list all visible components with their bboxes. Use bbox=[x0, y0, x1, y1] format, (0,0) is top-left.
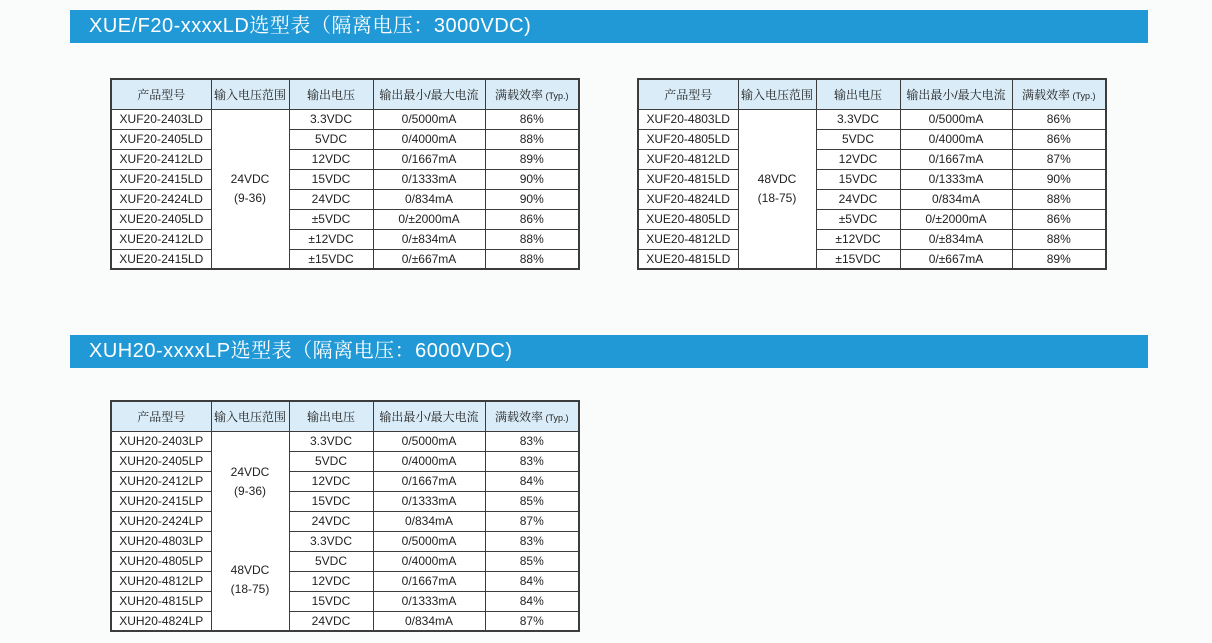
cell-model: XUF20-4824LD bbox=[638, 189, 738, 209]
cell-output-voltage: ±5VDC bbox=[289, 209, 373, 229]
cell-output-current: 0/1333mA bbox=[900, 169, 1012, 189]
cell-efficiency: 87% bbox=[485, 511, 579, 531]
cell-output-current: 0/5000mA bbox=[373, 531, 485, 551]
table-row bbox=[111, 209, 579, 229]
cell-output-current: 0/834mA bbox=[373, 611, 485, 631]
cell-output-current: 0/4000mA bbox=[373, 129, 485, 149]
input-range-groups bbox=[741, 111, 814, 267]
input-range-group bbox=[214, 531, 287, 629]
table-row bbox=[111, 189, 579, 209]
header-row bbox=[638, 79, 1106, 109]
tables-row-xuef20 bbox=[110, 78, 1107, 270]
section-banner-xuef20: XUE/F20-xxxxLD选型表（隔离电压：3000VDC) bbox=[70, 10, 1148, 43]
cell-output-voltage: 24VDC bbox=[289, 511, 373, 531]
cell-efficiency: 88% bbox=[1012, 189, 1106, 209]
input-range-groups bbox=[214, 433, 287, 629]
cell-model: XUE20-2405LD bbox=[111, 209, 211, 229]
cell-model: XUF20-2412LD bbox=[111, 149, 211, 169]
input-range-group bbox=[214, 111, 287, 267]
column-header-output-voltage: 输出电压 bbox=[816, 79, 900, 109]
cell-output-current: 0/±2000mA bbox=[373, 209, 485, 229]
column-header-model: 产品型号 bbox=[638, 79, 738, 109]
column-header-efficiency: 满载效率 (Typ.) bbox=[485, 401, 579, 431]
input-voltage-label: 48VDC bbox=[230, 562, 270, 577]
cell-model: XUH20-2403LP bbox=[111, 431, 211, 451]
cell-model: XUF20-2415LD bbox=[111, 169, 211, 189]
table-row bbox=[111, 491, 579, 511]
cell-output-current: 0/1667mA bbox=[373, 149, 485, 169]
cell-efficiency: 88% bbox=[485, 129, 579, 149]
cell-output-voltage: 15VDC bbox=[289, 591, 373, 611]
cell-output-voltage: 24VDC bbox=[289, 189, 373, 209]
cell-model: XUE20-4812LD bbox=[638, 229, 738, 249]
cell-output-voltage: ±15VDC bbox=[289, 249, 373, 269]
table-row bbox=[111, 471, 579, 491]
table-row bbox=[111, 611, 579, 631]
cell-output-current: 0/4000mA bbox=[373, 451, 485, 471]
cell-output-voltage: 15VDC bbox=[289, 491, 373, 511]
column-header-input-range: 输入电压范围 bbox=[211, 401, 289, 431]
column-header-model: 产品型号 bbox=[111, 79, 211, 109]
cell-efficiency: 84% bbox=[485, 591, 579, 611]
cell-output-voltage: 15VDC bbox=[816, 169, 900, 189]
table-row bbox=[638, 209, 1106, 229]
cell-model: XUF20-4803LD bbox=[638, 109, 738, 129]
table-row bbox=[638, 169, 1106, 189]
cell-model: XUH20-4803LP bbox=[111, 531, 211, 551]
table-row bbox=[638, 149, 1106, 169]
cell-output-current: 0/1667mA bbox=[373, 471, 485, 491]
cell-efficiency: 83% bbox=[485, 451, 579, 471]
input-voltage-range: (18-75) bbox=[230, 581, 270, 596]
input-voltage-label: 24VDC bbox=[230, 171, 270, 186]
cell-model: XUF20-2403LD bbox=[111, 109, 211, 129]
cell-output-voltage: ±15VDC bbox=[816, 249, 900, 269]
cell-output-current: 0/±834mA bbox=[900, 229, 1012, 249]
table-row bbox=[638, 229, 1106, 249]
cell-output-current: 0/5000mA bbox=[373, 431, 485, 451]
cell-input-range bbox=[211, 109, 289, 269]
input-range-group bbox=[741, 111, 814, 267]
cell-output-current: 0/1667mA bbox=[900, 149, 1012, 169]
cell-model: XUF20-4812LD bbox=[638, 149, 738, 169]
cell-model: XUH20-2424LP bbox=[111, 511, 211, 531]
cell-output-voltage: 5VDC bbox=[289, 551, 373, 571]
table-row bbox=[111, 431, 579, 451]
cell-efficiency: 86% bbox=[485, 109, 579, 129]
column-header-input-range: 输入电压范围 bbox=[738, 79, 816, 109]
cell-model: XUE20-2415LD bbox=[111, 249, 211, 269]
column-header-model: 产品型号 bbox=[111, 401, 211, 431]
cell-efficiency: 85% bbox=[485, 491, 579, 511]
selection-table bbox=[110, 78, 580, 270]
cell-output-current: 0/±667mA bbox=[373, 249, 485, 269]
table-row bbox=[111, 169, 579, 189]
cell-output-current: 0/834mA bbox=[373, 189, 485, 209]
column-header-output-current: 输出最小/最大电流 bbox=[373, 401, 485, 431]
header-row bbox=[111, 401, 579, 431]
cell-efficiency: 87% bbox=[1012, 149, 1106, 169]
cell-efficiency: 89% bbox=[485, 149, 579, 169]
efficiency-typ-suffix: (Typ.) bbox=[543, 412, 569, 423]
cell-output-voltage: 15VDC bbox=[289, 169, 373, 189]
cell-efficiency: 90% bbox=[485, 189, 579, 209]
cell-input-range bbox=[211, 431, 289, 631]
cell-efficiency: 86% bbox=[1012, 109, 1106, 129]
cell-output-current: 0/1667mA bbox=[373, 571, 485, 591]
cell-efficiency: 83% bbox=[485, 531, 579, 551]
cell-efficiency: 86% bbox=[485, 209, 579, 229]
column-header-efficiency: 满载效率 (Typ.) bbox=[1012, 79, 1106, 109]
table-row bbox=[111, 229, 579, 249]
cell-model: XUH20-4805LP bbox=[111, 551, 211, 571]
column-header-input-range: 输入电压范围 bbox=[211, 79, 289, 109]
cell-model: XUH20-4812LP bbox=[111, 571, 211, 591]
table-row bbox=[111, 149, 579, 169]
table-row bbox=[638, 189, 1106, 209]
efficiency-typ-suffix: (Typ.) bbox=[1070, 90, 1096, 101]
cell-output-voltage: 12VDC bbox=[289, 149, 373, 169]
cell-output-current: 0/834mA bbox=[373, 511, 485, 531]
table-row bbox=[111, 591, 579, 611]
table-row bbox=[111, 511, 579, 531]
cell-model: XUH20-2412LP bbox=[111, 471, 211, 491]
cell-output-voltage: 5VDC bbox=[289, 451, 373, 471]
cell-input-range bbox=[738, 109, 816, 269]
cell-model: XUF20-4805LD bbox=[638, 129, 738, 149]
cell-output-voltage: ±12VDC bbox=[289, 229, 373, 249]
input-voltage-range: (18-75) bbox=[757, 190, 797, 205]
table-row bbox=[638, 109, 1106, 129]
column-header-output-current: 输出最小/最大电流 bbox=[373, 79, 485, 109]
table-row bbox=[111, 551, 579, 571]
table-row bbox=[638, 249, 1106, 269]
cell-output-voltage: 3.3VDC bbox=[289, 531, 373, 551]
cell-output-voltage: 5VDC bbox=[816, 129, 900, 149]
cell-output-voltage: 3.3VDC bbox=[289, 109, 373, 129]
cell-efficiency: 84% bbox=[485, 471, 579, 491]
input-voltage-range: (9-36) bbox=[233, 190, 266, 205]
cell-output-voltage: 12VDC bbox=[816, 149, 900, 169]
cell-output-current: 0/±667mA bbox=[900, 249, 1012, 269]
selection-table bbox=[110, 400, 580, 632]
column-header-output-voltage: 输出电压 bbox=[289, 79, 373, 109]
cell-output-current: 0/5000mA bbox=[373, 109, 485, 129]
cell-efficiency: 83% bbox=[485, 431, 579, 451]
table-row bbox=[111, 249, 579, 269]
cell-efficiency: 85% bbox=[485, 551, 579, 571]
cell-output-voltage: 3.3VDC bbox=[816, 109, 900, 129]
cell-efficiency: 90% bbox=[485, 169, 579, 189]
header-row bbox=[111, 79, 579, 109]
cell-model: XUF20-4815LD bbox=[638, 169, 738, 189]
cell-model: XUH20-4824LP bbox=[111, 611, 211, 631]
cell-output-voltage: 24VDC bbox=[816, 189, 900, 209]
cell-model: XUF20-2405LD bbox=[111, 129, 211, 149]
selection-table bbox=[637, 78, 1107, 270]
input-voltage-range: (9-36) bbox=[233, 483, 266, 498]
cell-output-voltage: 3.3VDC bbox=[289, 431, 373, 451]
cell-output-current: 0/5000mA bbox=[900, 109, 1012, 129]
cell-efficiency: 87% bbox=[485, 611, 579, 631]
section-banner-xuh20: XUH20-xxxxLP选型表（隔离电压：6000VDC) bbox=[70, 335, 1148, 368]
input-range-group bbox=[214, 433, 287, 531]
cell-model: XUE20-4805LD bbox=[638, 209, 738, 229]
input-voltage-label: 48VDC bbox=[757, 171, 797, 186]
cell-output-current: 0/4000mA bbox=[373, 551, 485, 571]
table-row bbox=[111, 129, 579, 149]
cell-model: XUH20-2415LP bbox=[111, 491, 211, 511]
cell-model: XUE20-4815LD bbox=[638, 249, 738, 269]
cell-output-current: 0/±2000mA bbox=[900, 209, 1012, 229]
table-row bbox=[111, 531, 579, 551]
cell-model: XUH20-2405LP bbox=[111, 451, 211, 471]
cell-output-voltage: 5VDC bbox=[289, 129, 373, 149]
tables-row-xuh20 bbox=[110, 400, 580, 632]
cell-efficiency: 90% bbox=[1012, 169, 1106, 189]
cell-output-current: 0/1333mA bbox=[373, 591, 485, 611]
cell-output-voltage: 24VDC bbox=[289, 611, 373, 631]
cell-efficiency: 84% bbox=[485, 571, 579, 591]
cell-efficiency: 88% bbox=[485, 249, 579, 269]
cell-output-current: 0/±834mA bbox=[373, 229, 485, 249]
table-row bbox=[111, 451, 579, 471]
cell-efficiency: 86% bbox=[1012, 209, 1106, 229]
cell-output-current: 0/1333mA bbox=[373, 169, 485, 189]
table-row bbox=[111, 109, 579, 129]
input-range-groups bbox=[214, 111, 287, 267]
cell-output-current: 0/4000mA bbox=[900, 129, 1012, 149]
cell-efficiency: 89% bbox=[1012, 249, 1106, 269]
efficiency-typ-suffix: (Typ.) bbox=[543, 90, 569, 101]
cell-efficiency: 86% bbox=[1012, 129, 1106, 149]
cell-model: XUH20-4815LP bbox=[111, 591, 211, 611]
input-voltage-label: 24VDC bbox=[230, 464, 270, 479]
cell-efficiency: 88% bbox=[1012, 229, 1106, 249]
table-row bbox=[638, 129, 1106, 149]
column-header-output-current: 输出最小/最大电流 bbox=[900, 79, 1012, 109]
cell-model: XUE20-2412LD bbox=[111, 229, 211, 249]
cell-output-current: 0/1333mA bbox=[373, 491, 485, 511]
cell-output-voltage: ±5VDC bbox=[816, 209, 900, 229]
cell-output-voltage: 12VDC bbox=[289, 471, 373, 491]
column-header-efficiency: 满载效率 (Typ.) bbox=[485, 79, 579, 109]
cell-output-voltage: ±12VDC bbox=[816, 229, 900, 249]
column-header-output-voltage: 输出电压 bbox=[289, 401, 373, 431]
cell-output-current: 0/834mA bbox=[900, 189, 1012, 209]
cell-output-voltage: 12VDC bbox=[289, 571, 373, 591]
cell-efficiency: 88% bbox=[485, 229, 579, 249]
table-row bbox=[111, 571, 579, 591]
cell-model: XUF20-2424LD bbox=[111, 189, 211, 209]
